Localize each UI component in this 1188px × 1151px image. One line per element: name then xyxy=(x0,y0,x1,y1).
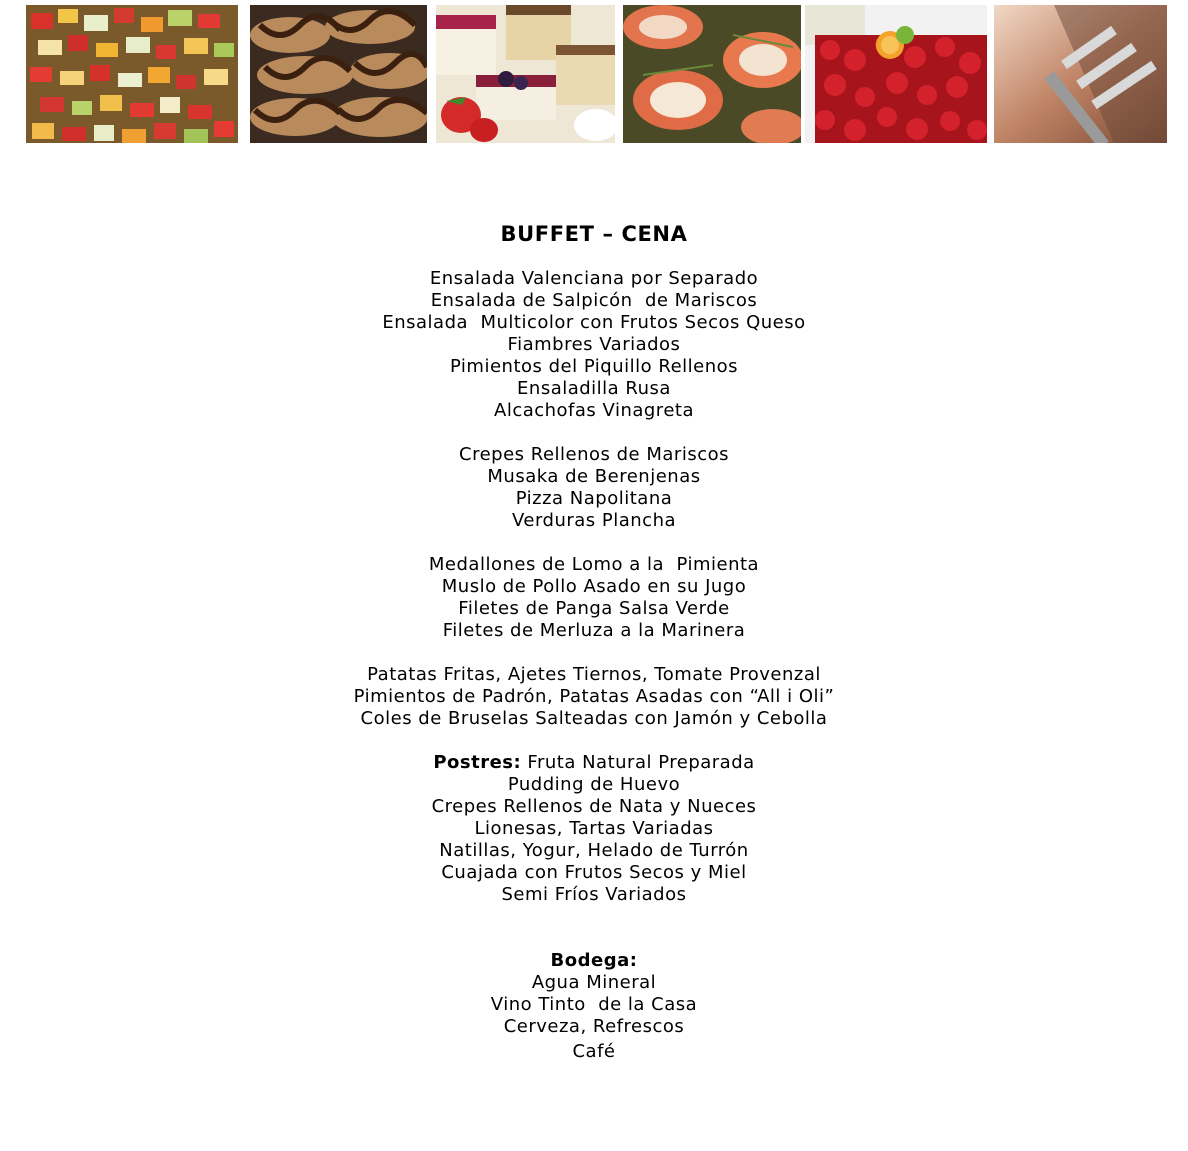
list-item: Filetes de Panga Salsa Verde xyxy=(458,598,730,619)
list-item: Pudding de Huevo xyxy=(507,774,681,795)
list-item: Crepes Rellenos de Nata y Nueces xyxy=(431,796,757,817)
list-item: Medallones de Lomo a la Pimienta xyxy=(428,554,760,575)
list-item: Patatas Fritas, Ajetes Tiernos, Tomate Provenzal xyxy=(367,664,821,685)
list-item: Ensalada Valenciana por Separado xyxy=(429,268,759,289)
list-item: Pizza Napolitana xyxy=(515,488,673,509)
fruit-salad-photo xyxy=(26,5,238,143)
list-item: Cerveza, Refrescos xyxy=(503,1016,685,1037)
list-item: Pimientos del Piquillo Rellenos xyxy=(449,356,739,377)
desserts-label: Postres: xyxy=(433,752,522,773)
strawberries-photo xyxy=(805,5,987,143)
list-item: Crepes Rellenos de Mariscos xyxy=(459,444,729,465)
list-item: Fiambres Variados xyxy=(507,334,681,355)
list-item: Agua Mineral xyxy=(531,972,657,993)
list-item: Café xyxy=(572,1041,616,1062)
list-item: Verduras Plancha xyxy=(511,510,677,531)
list-item: Muslo de Pollo Asado en su Jugo xyxy=(441,576,747,597)
menu-title: BUFFET – CENA xyxy=(500,222,688,246)
salads-section xyxy=(0,268,1188,422)
list-item: Filetes de Merluza a la Marinera xyxy=(442,620,746,641)
cakes-photo xyxy=(436,5,615,143)
sides-section xyxy=(0,664,1188,730)
bodega-heading: Bodega: xyxy=(550,950,638,971)
list-item: Lionesas, Tartas Variadas xyxy=(474,818,714,839)
bodega-section xyxy=(0,950,1188,1063)
list-item: Coles de Bruselas Salteadas con Jamón y Cebolla xyxy=(360,708,828,729)
list-item: Musaka de Berenjenas xyxy=(487,466,701,487)
menu-body xyxy=(0,268,1188,1063)
chocolate-rolls-photo xyxy=(250,5,427,143)
salmon-photo xyxy=(623,5,801,143)
list-item: Natillas, Yogur, Helado de Turrón xyxy=(439,840,749,861)
list-item: Ensalada Multicolor con Frutos Secos Queso xyxy=(382,312,806,333)
list-item xyxy=(0,752,1188,774)
list-item: Pimientos de Padrón, Patatas Asadas con “All i Oli” xyxy=(353,686,835,707)
photo-banner xyxy=(0,5,1188,143)
mains-section xyxy=(0,554,1188,642)
desserts-section xyxy=(0,752,1188,906)
serving-utensil-photo xyxy=(994,5,1167,143)
bodega-label xyxy=(0,950,1188,972)
list-item: Semi Fríos Variados xyxy=(501,884,687,905)
list-item: Cuajada con Frutos Secos y Miel xyxy=(441,862,747,883)
list-item: Vino Tinto de la Casa xyxy=(490,994,698,1015)
list-item: Ensaladilla Rusa xyxy=(517,378,671,399)
list-item: Ensalada de Salpicón de Mariscos xyxy=(430,290,758,311)
list-item: Alcachofas Vinagreta xyxy=(494,400,694,421)
desserts-first-item: Fruta Natural Preparada xyxy=(521,752,755,773)
starters-section xyxy=(0,444,1188,532)
